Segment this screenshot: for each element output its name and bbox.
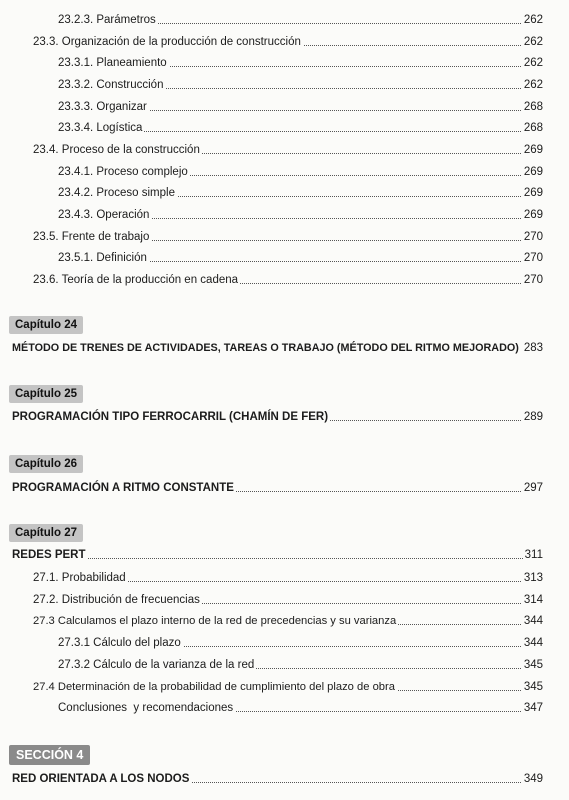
entry-page: 262 bbox=[522, 33, 543, 51]
entry-title: 23.4.3. Operación bbox=[58, 206, 151, 224]
toc-entry bbox=[0, 612, 569, 630]
entry-page: 314 bbox=[522, 591, 543, 609]
entry-title: 23.3. Organización de la producción de construcción bbox=[33, 33, 303, 51]
entry-page: 313 bbox=[522, 569, 543, 587]
entry-page: 311 bbox=[523, 546, 543, 564]
toc-entry bbox=[0, 76, 569, 94]
entry-page: 344 bbox=[522, 612, 543, 630]
toc-entry bbox=[0, 141, 569, 159]
toc-entry bbox=[0, 228, 569, 246]
section-header-4: SECCIÓN 4 bbox=[9, 745, 90, 765]
entry-title: 27.2. Distribución de frecuencias bbox=[33, 591, 202, 609]
entry-title: 23.2.3. Parámetros bbox=[58, 11, 158, 29]
toc-entry bbox=[0, 184, 569, 202]
toc-entry bbox=[0, 33, 569, 51]
entry-title: 27.4 Determinación de la probabilidad de cumplimiento del plazo de obra bbox=[33, 678, 397, 696]
entry-page: 269 bbox=[522, 141, 543, 159]
entry-title: Conclusiones y recomendaciones bbox=[58, 699, 235, 717]
entry-title: 27.3 Calculamos el plazo interno de la red de precedencias y su varianza bbox=[33, 612, 398, 630]
entry-page: 297 bbox=[522, 479, 543, 497]
entry-title: 23.4.1. Proceso complejo bbox=[58, 163, 190, 181]
toc-entry bbox=[0, 163, 569, 181]
entry-page: 289 bbox=[522, 408, 543, 426]
entry-page: 270 bbox=[522, 271, 543, 289]
entry-page: 269 bbox=[522, 184, 543, 202]
toc-entry bbox=[0, 656, 569, 674]
entry-page: 269 bbox=[522, 163, 543, 181]
entry-title: 23.4. Proceso de la construcción bbox=[33, 141, 202, 159]
toc-entry bbox=[0, 54, 569, 72]
entry-page: 269 bbox=[522, 206, 543, 224]
toc-entry bbox=[0, 98, 569, 116]
toc-entry bbox=[0, 546, 569, 564]
toc-entry bbox=[0, 569, 569, 587]
entry-title: 23.3.1. Planeamiento bbox=[58, 54, 169, 72]
entry-title: 23.6. Teoría de la producción en cadena bbox=[33, 271, 240, 289]
entry-title: 27.1. Probabilidad bbox=[33, 569, 128, 587]
toc-entry bbox=[0, 119, 569, 137]
entry-title: PROGRAMACIÓN A RITMO CONSTANTE bbox=[12, 479, 236, 497]
toc-entry bbox=[0, 591, 569, 609]
entry-page: 262 bbox=[522, 54, 543, 72]
entry-title: 27.3.1 Cálculo del plazo bbox=[58, 634, 183, 652]
entry-page: 283 bbox=[522, 339, 543, 357]
chapter-header-24: Capítulo 24 bbox=[9, 316, 83, 334]
toc-entry bbox=[0, 770, 569, 788]
entry-page: 268 bbox=[522, 98, 543, 116]
entry-page: 349 bbox=[522, 770, 543, 788]
entry-title: 23.3.4. Logística bbox=[58, 119, 144, 137]
entry-title: 23.3.2. Construcción bbox=[58, 76, 165, 94]
entry-title: 23.4.2. Proceso simple bbox=[58, 184, 177, 202]
entry-title: MÉTODO DE TRENES DE ACTIVIDADES, TAREAS O TRABAJO (MÉTODO DEL RITMO MEJORADO) bbox=[12, 339, 521, 357]
entry-page: 270 bbox=[522, 228, 543, 246]
entry-page: 345 bbox=[522, 678, 543, 696]
chapter-header-26: Capítulo 26 bbox=[9, 455, 83, 473]
entry-page: 344 bbox=[522, 634, 543, 652]
entry-title: 23.3.3. Organizar bbox=[58, 98, 149, 116]
entry-page: 262 bbox=[522, 11, 543, 29]
toc-entry bbox=[0, 699, 569, 717]
toc-entry bbox=[0, 479, 569, 497]
chapter-header-27: Capítulo 27 bbox=[9, 524, 83, 542]
entry-page: 262 bbox=[522, 76, 543, 94]
entry-title: 23.5. Frente de trabajo bbox=[33, 228, 151, 246]
toc-entry bbox=[0, 249, 569, 267]
toc-entry bbox=[0, 271, 569, 289]
toc-entry bbox=[0, 206, 569, 224]
chapter-header-25: Capítulo 25 bbox=[9, 385, 83, 403]
entry-page: 345 bbox=[522, 656, 543, 674]
leader-dots bbox=[12, 558, 533, 559]
toc-entry bbox=[0, 11, 569, 29]
entry-title: PROGRAMACIÓN TIPO FERROCARRIL (CHAMÍN DE FER) bbox=[12, 408, 330, 426]
entry-title: REDES PERT bbox=[12, 546, 88, 564]
entry-title: RED ORIENTADA A LOS NODOS bbox=[12, 770, 191, 788]
entry-title: 23.5.1. Definición bbox=[58, 249, 149, 267]
toc-entry bbox=[0, 678, 569, 696]
entry-page: 268 bbox=[522, 119, 543, 137]
toc-entry bbox=[0, 634, 569, 652]
entry-page: 347 bbox=[522, 699, 543, 717]
toc-entry bbox=[0, 339, 569, 357]
toc-entry bbox=[0, 408, 569, 426]
entry-title: 27.3.2 Cálculo de la varianza de la red bbox=[58, 656, 256, 674]
entry-page: 270 bbox=[522, 249, 543, 267]
